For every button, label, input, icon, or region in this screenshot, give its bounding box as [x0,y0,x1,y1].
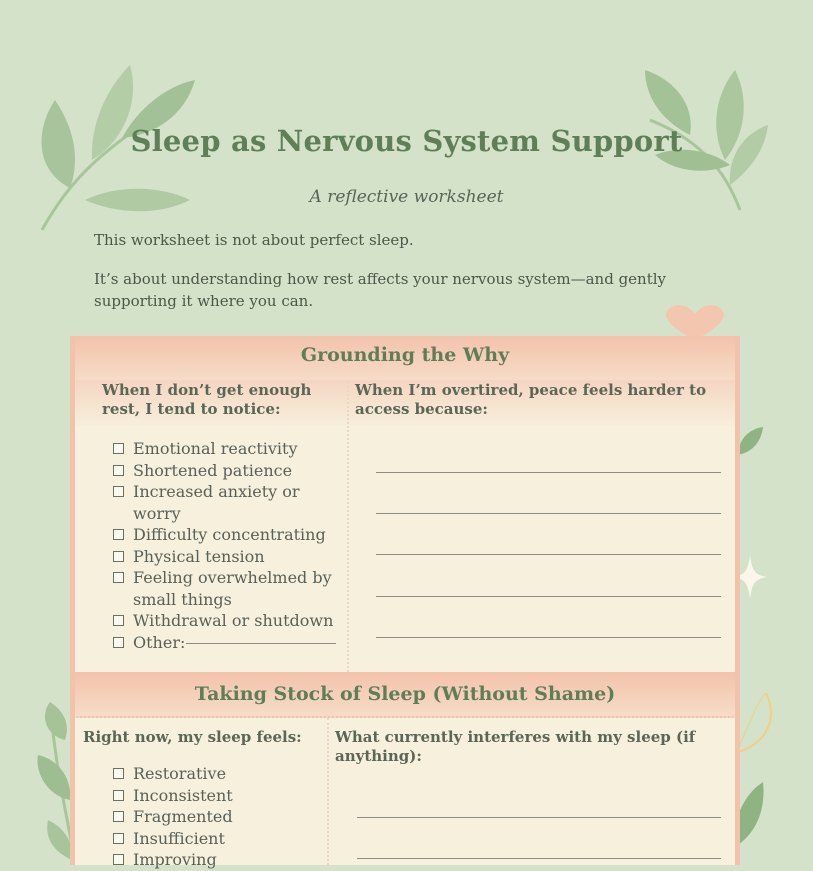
left-prompt: Right now, my sleep feels: [83,728,302,746]
checklist-label: Restorative [133,764,227,783]
section-card-grounding [70,336,740,672]
checklist-label: Increased anxiety or worry [133,482,300,523]
checklist-item[interactable] [111,438,343,460]
intro-line-1: This worksheet is not about perfect sleep. [94,231,414,249]
checklist-label: Difficulty concentrating [133,525,326,544]
checklist-label: Physical tension [133,546,265,566]
section-header [75,672,735,718]
answer-line-1[interactable] [357,817,721,818]
checkbox[interactable] [113,465,124,476]
right-prompt: What currently interferes with my sleep (if anything): [335,728,696,765]
checklist-label: Withdrawal or shutdown [133,611,334,630]
page-title: Sleep as Nervous System Support [130,124,683,158]
answer-line-4[interactable] [376,596,721,597]
checklist-item[interactable] [111,763,321,785]
checklist-label: Improving [133,850,217,869]
checklist-label: Insufficient [133,828,225,848]
checklist-item[interactable] [111,567,343,610]
checkbox[interactable] [113,486,124,497]
checkbox[interactable] [113,551,124,562]
checklist-item[interactable] [111,785,321,807]
checkbox[interactable] [113,529,124,540]
checklist [111,763,321,871]
checklist-item[interactable] [111,806,321,828]
answer-line-3[interactable] [376,554,721,555]
checkbox[interactable] [113,854,124,865]
column-divider [327,718,329,865]
checklist-item[interactable] [111,460,343,482]
checkbox[interactable] [113,811,124,822]
checklist-item[interactable] [111,481,343,524]
answer-line-2[interactable] [357,858,721,859]
checkbox[interactable] [113,637,124,648]
checklist-item[interactable] [111,849,321,871]
intro-line-2: It’s about understanding how rest affects your nervous system—and gently supporting it where you can. [94,270,667,310]
checklist-label: Emotional reactivity [133,439,298,458]
other-write-in-line[interactable] [186,643,336,644]
column-divider [347,382,349,672]
checkbox[interactable] [113,833,124,844]
page-subtitle: A reflective worksheet [309,187,504,207]
checklist-label: Inconsistent [133,785,233,805]
checkbox[interactable] [113,572,124,583]
checkbox[interactable] [113,615,124,626]
checklist-label: Shortened patience [133,460,293,480]
section-card-sleep-stock [70,672,740,869]
checklist-label: Other: [133,632,186,652]
checklist [111,438,343,653]
checkbox[interactable] [113,768,124,779]
section-title: Taking Stock of Sleep (Without Shame) [194,683,616,705]
right-prompt: When I’m overtired, peace feels harder to access because: [355,381,707,418]
answer-line-5[interactable] [376,637,721,638]
checklist-item[interactable] [111,524,343,546]
checklist-item[interactable] [111,546,343,568]
checklist-label: Fragmented [133,807,233,826]
checkbox[interactable] [113,790,124,801]
section-header [75,336,735,382]
checkbox[interactable] [113,443,124,454]
section-title: Grounding the Why [300,344,510,366]
left-prompt: When I don’t get enough rest, I tend to notice: [102,381,312,418]
answer-line-2[interactable] [376,513,721,514]
answer-line-1[interactable] [376,472,721,473]
checklist-label: Feeling overwhelmed by small things [133,568,332,609]
checklist-item[interactable] [111,828,321,850]
checklist-item[interactable] [111,610,343,632]
